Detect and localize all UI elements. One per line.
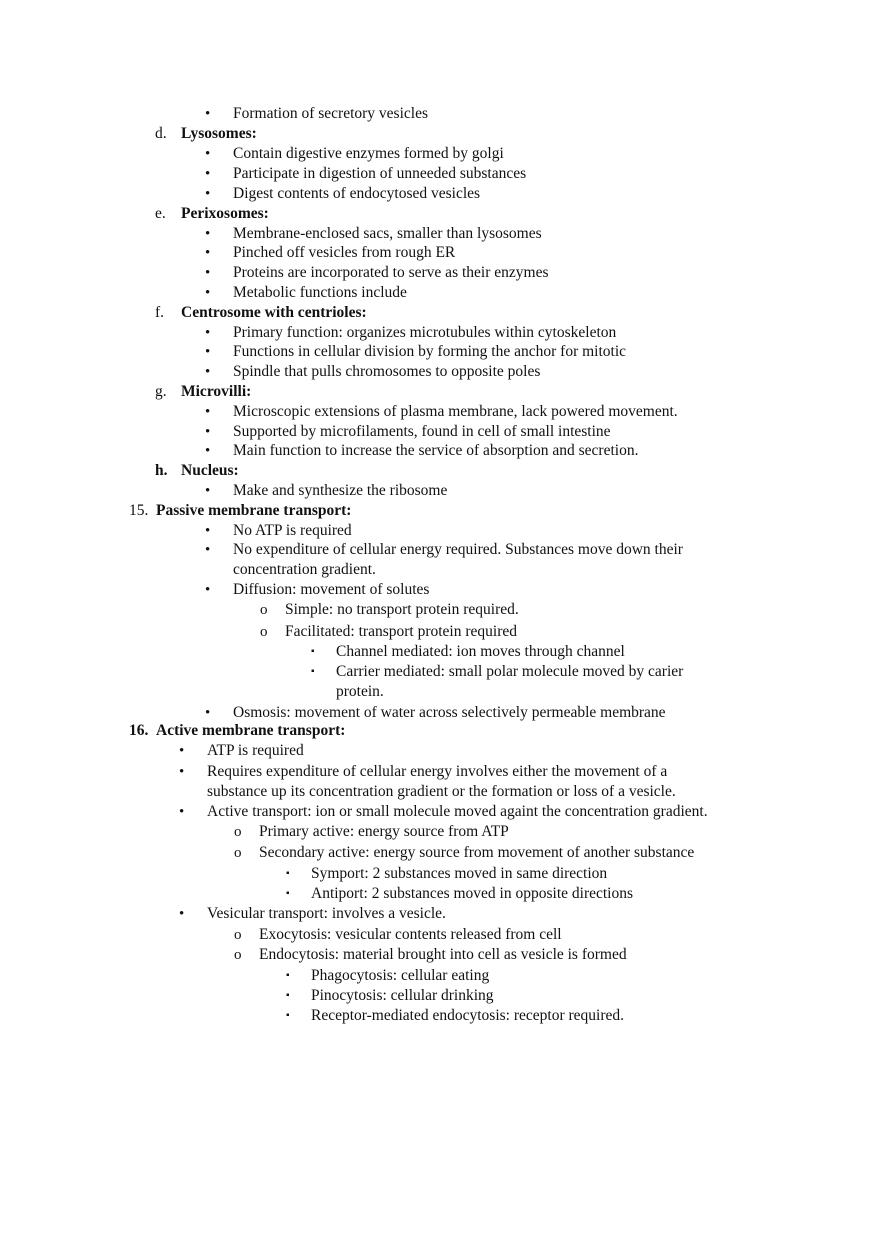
section-title: Microvilli: bbox=[181, 383, 252, 400]
bullet-text: Vesicular transport: involves a vesicle. bbox=[207, 905, 446, 922]
section-number: 16. bbox=[129, 722, 149, 739]
sub-bullet-text: Facilitated: transport protein required bbox=[285, 623, 517, 640]
sub-sub-bullet-text: Phagocytosis: cellular eating bbox=[311, 967, 490, 984]
circle-marker: o bbox=[260, 624, 268, 640]
bullet-text: substance up its concentration gradient or the formation or loss of a vesicle. bbox=[207, 783, 676, 800]
bullet-marker: • bbox=[205, 325, 211, 341]
section-title: Perixosomes: bbox=[181, 205, 269, 222]
bullet-marker: • bbox=[205, 523, 211, 539]
section-letter: g. bbox=[155, 383, 167, 400]
bullet-text: No ATP is required bbox=[233, 522, 352, 539]
bullet-marker: • bbox=[205, 344, 211, 360]
bullet-text: Formation of secretory vesicles bbox=[233, 105, 428, 122]
sub-sub-bullet-text: Symport: 2 substances moved in same direction bbox=[311, 865, 608, 882]
bullet-marker: • bbox=[205, 226, 211, 242]
square-marker: ▪ bbox=[311, 646, 315, 657]
section-letter: e. bbox=[155, 205, 166, 222]
bullet-text: Main function to increase the service of absorption and secretion. bbox=[233, 442, 639, 459]
sub-bullet-text: Secondary active: energy source from movement of another substance bbox=[259, 844, 695, 861]
square-marker: ▪ bbox=[286, 970, 290, 981]
bullet-marker: • bbox=[205, 582, 211, 598]
section-title: Centrosome with centrioles: bbox=[181, 304, 367, 321]
bullet-text: Osmosis: movement of water across selectively permeable membrane bbox=[233, 704, 666, 721]
bullet-marker: • bbox=[205, 364, 211, 380]
sub-sub-bullet-text: Carrier mediated: small polar molecule moved by carier bbox=[336, 663, 684, 680]
bullet-text: Spindle that pulls chromosomes to opposite poles bbox=[233, 363, 541, 380]
section-number: 15. bbox=[129, 502, 149, 519]
bullet-marker: • bbox=[205, 166, 211, 182]
sub-sub-bullet-text: protein. bbox=[336, 683, 384, 700]
bullet-marker: • bbox=[179, 906, 185, 922]
bullet-marker: • bbox=[179, 743, 185, 759]
square-marker: ▪ bbox=[311, 666, 315, 677]
bullet-text: Digest contents of endocytosed vesicles bbox=[233, 185, 481, 202]
section-title: Lysosomes: bbox=[181, 125, 257, 142]
section-letter: h. bbox=[155, 462, 168, 479]
sub-bullet-text: Endocytosis: material brought into cell as vesicle is formed bbox=[259, 946, 627, 963]
bullet-marker: • bbox=[205, 106, 211, 122]
circle-marker: o bbox=[234, 947, 242, 963]
sub-bullet-text: Simple: no transport protein required. bbox=[285, 601, 519, 618]
bullet-marker: • bbox=[205, 404, 211, 420]
bullet-marker: • bbox=[205, 245, 211, 261]
bullet-text: Functions in cellular division by forming the anchor for mitotic bbox=[233, 343, 627, 360]
bullet-marker: • bbox=[179, 764, 185, 780]
bullet-text: Make and synthesize the ribosome bbox=[233, 482, 448, 499]
bullet-marker: • bbox=[205, 483, 211, 499]
sub-sub-bullet-text: Pinocytosis: cellular drinking bbox=[311, 987, 494, 1004]
sub-sub-bullet-text: Receptor-mediated endocytosis: receptor required. bbox=[311, 1007, 625, 1024]
sub-bullet-text: Primary active: energy source from ATP bbox=[259, 823, 509, 840]
bullet-marker: • bbox=[205, 542, 211, 558]
section-letter: f. bbox=[155, 304, 165, 321]
bullet-marker: • bbox=[205, 424, 211, 440]
sub-sub-bullet-text: Channel mediated: ion moves through channel bbox=[336, 643, 625, 660]
bullet-text: Membrane-enclosed sacs, smaller than lysosomes bbox=[233, 225, 542, 242]
circle-marker: o bbox=[260, 602, 268, 618]
bullet-marker: • bbox=[205, 285, 211, 301]
square-marker: ▪ bbox=[286, 990, 290, 1001]
circle-marker: o bbox=[234, 845, 242, 861]
bullet-text: Metabolic functions include bbox=[233, 284, 407, 301]
bullet-text: Active transport: ion or small molecule moved againt the concentration gradient. bbox=[207, 803, 708, 820]
bullet-marker: • bbox=[205, 705, 211, 721]
bullet-text: Requires expenditure of cellular energy involves either the movement of a bbox=[207, 763, 668, 780]
bullet-text: ATP is required bbox=[207, 742, 304, 759]
bullet-text: No expenditure of cellular energy required. Substances move down their bbox=[233, 541, 683, 558]
bullet-text: Primary function: organizes microtubules within cytoskeleton bbox=[233, 324, 617, 341]
bullet-marker: • bbox=[205, 443, 211, 459]
bullet-text: Pinched off vesicles from rough ER bbox=[233, 244, 456, 261]
section-title: Active membrane transport: bbox=[156, 722, 346, 739]
section-title: Nucleus: bbox=[181, 462, 239, 479]
square-marker: ▪ bbox=[286, 868, 290, 879]
sub-sub-bullet-text: Antiport: 2 substances moved in opposite directions bbox=[311, 885, 634, 902]
section-title: Passive membrane transport: bbox=[156, 502, 352, 519]
square-marker: ▪ bbox=[286, 1010, 290, 1021]
bullet-text: Proteins are incorporated to serve as their enzymes bbox=[233, 264, 549, 281]
bullet-marker: • bbox=[205, 265, 211, 281]
square-marker: ▪ bbox=[286, 888, 290, 899]
bullet-marker: • bbox=[205, 186, 211, 202]
sub-bullet-text: Exocytosis: vesicular contents released from cell bbox=[259, 926, 562, 943]
bullet-text: Supported by microfilaments, found in cell of small intestine bbox=[233, 423, 611, 440]
bullet-text: Participate in digestion of unneeded substances bbox=[233, 165, 527, 182]
bullet-marker: • bbox=[205, 146, 211, 162]
bullet-text: Diffusion: movement of solutes bbox=[233, 581, 430, 598]
bullet-text: Contain digestive enzymes formed by golgi bbox=[233, 145, 504, 162]
bullet-text: Microscopic extensions of plasma membrane, lack powered movement. bbox=[233, 403, 678, 420]
bullet-text: concentration gradient. bbox=[233, 561, 376, 578]
circle-marker: o bbox=[234, 824, 242, 840]
section-letter: d. bbox=[155, 125, 167, 142]
bullet-marker: • bbox=[179, 804, 185, 820]
circle-marker: o bbox=[234, 927, 242, 943]
